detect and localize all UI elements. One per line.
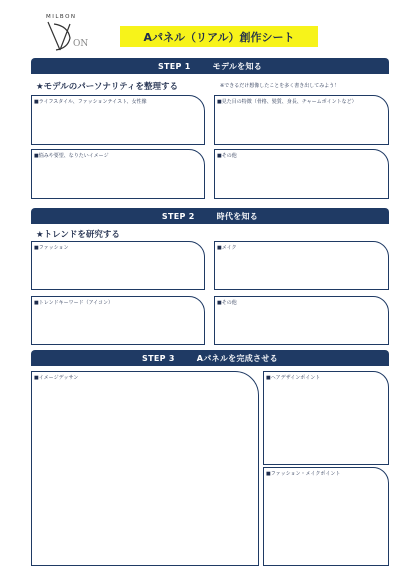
concerns-box[interactable] [31, 149, 205, 199]
fashion-makeup-box[interactable] [263, 467, 389, 566]
concerns-label: ■悩みや要望、なりたいイメージ [34, 153, 109, 159]
fashion-label: ■ファッション [34, 245, 69, 251]
fashion-makeup-label: ■ファッション・メイクポイント [266, 471, 341, 477]
page-title: Aパネル（リアル）創作シート [120, 26, 318, 47]
step2-title: 時代を知る [216, 211, 259, 221]
milbon-logo-icon [40, 20, 88, 52]
lifestyle-label: ■ライフスタイル、ファッションテイスト、女性像 [34, 99, 147, 105]
step2-other-label: ■その他 [217, 300, 237, 306]
hair-design-box[interactable] [263, 371, 389, 465]
fashion-box[interactable] [31, 241, 205, 290]
design-sketch-label: ■イメージデッサン [34, 375, 79, 381]
step1-heading: ★モデルのパーソナリティを整理する [36, 82, 179, 92]
appearance-label: ■見た目の特徴（骨格、髪質、身長、チャームポイントなど） [217, 99, 357, 105]
keywords-label: ■トレンドキーワード（アイコン） [34, 300, 113, 306]
makeup-box[interactable] [214, 241, 389, 290]
hair-design-label: ■ヘアデザインポイント [266, 375, 321, 381]
svg-text:ON: ON [73, 39, 88, 49]
step1-banner [31, 58, 389, 74]
step2-other-box[interactable] [214, 296, 389, 345]
step2-banner [31, 208, 389, 224]
design-sketch-box[interactable] [31, 371, 259, 566]
step1-title: モデルを知る [212, 61, 263, 71]
step3-title: Aパネルを完成させる [196, 353, 278, 363]
appearance-box[interactable] [214, 95, 389, 145]
step1-other-box[interactable] [214, 149, 389, 199]
step1-number: STEP 1 [157, 61, 191, 71]
step1-note: ※できるだけ想像したことを多く書き出してみよう！ [220, 83, 340, 89]
step2-heading: ★トレンドを研究する [36, 230, 120, 240]
step2-number: STEP 2 [161, 211, 195, 221]
lifestyle-box[interactable] [31, 95, 205, 145]
step1-other-label: ■その他 [217, 153, 237, 159]
step3-number: STEP 3 [142, 353, 175, 363]
makeup-label: ■メイク [217, 245, 237, 251]
logo-wordmark: MILBON [46, 14, 77, 20]
step3-banner [31, 350, 389, 366]
keywords-box[interactable] [31, 296, 205, 345]
